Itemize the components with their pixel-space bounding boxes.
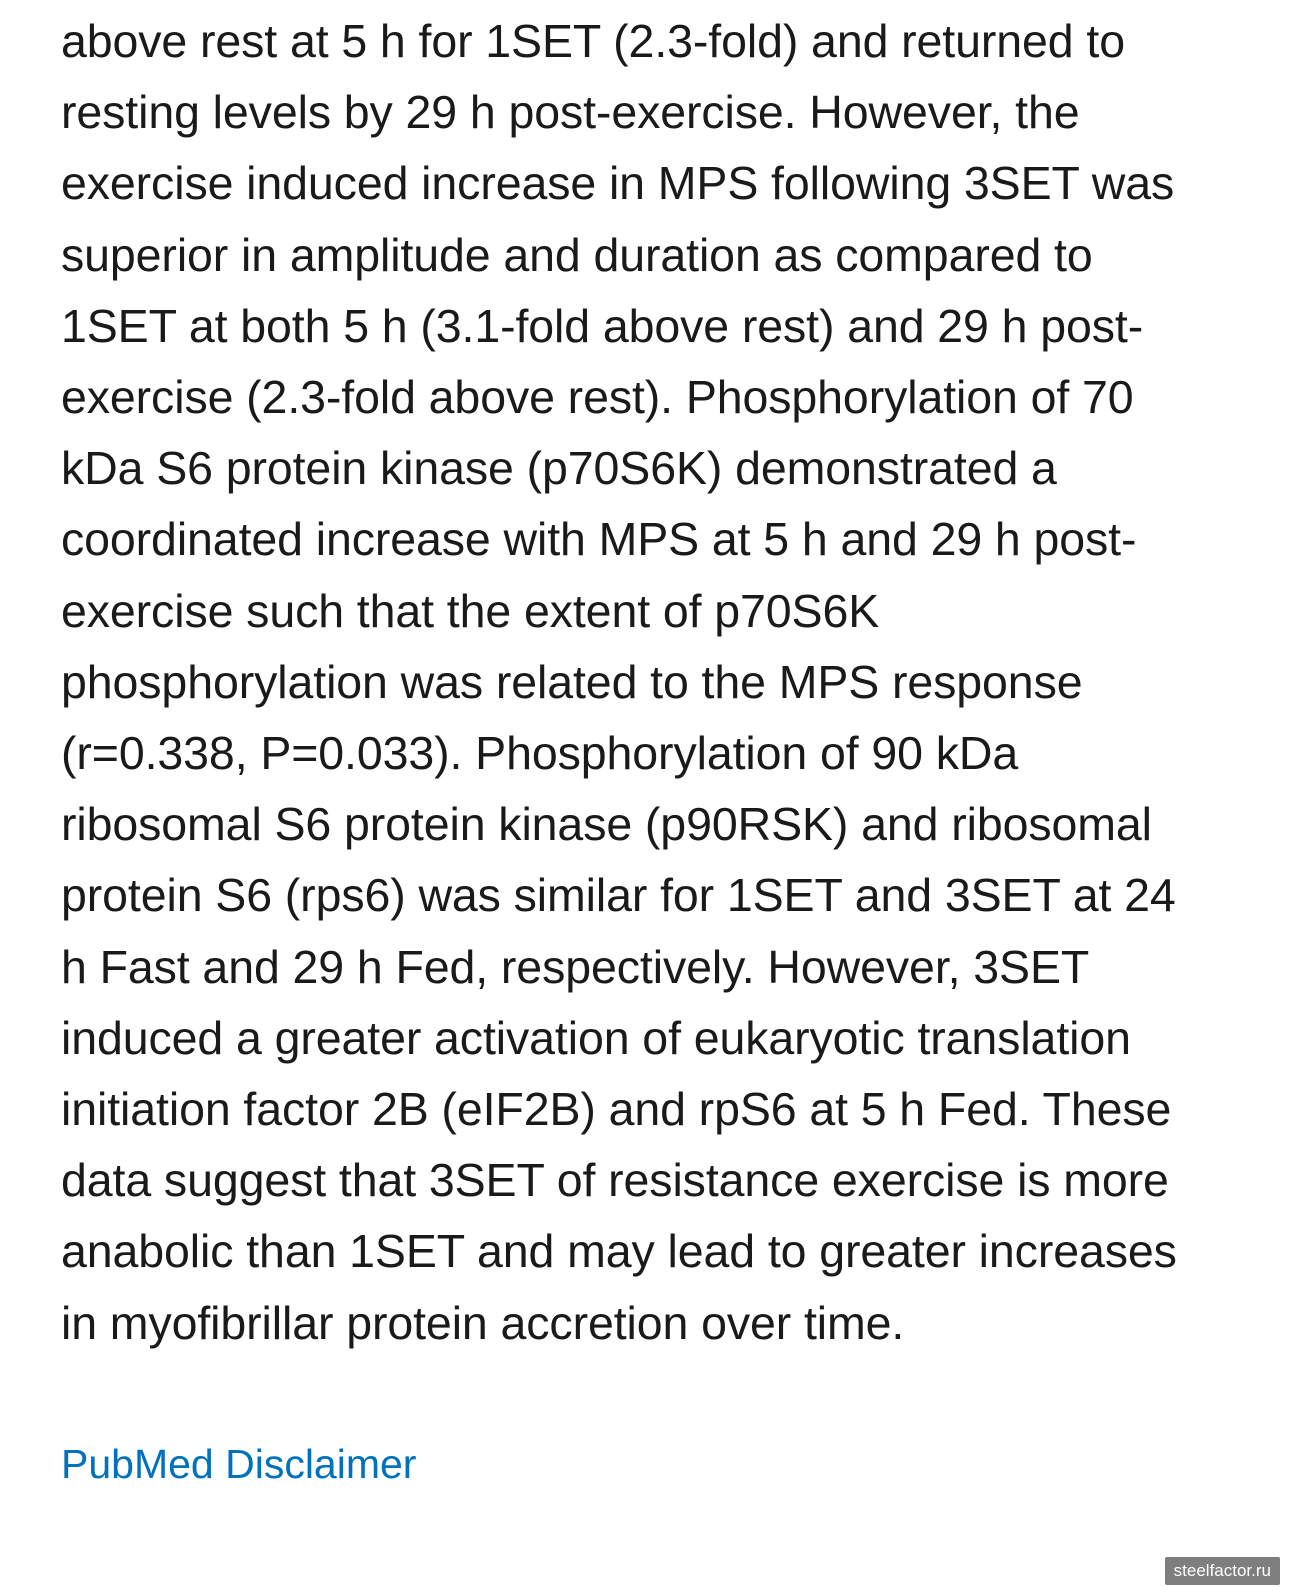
abstract-line: (r=0.338, P=0.033). Phosphorylation of 90 kDa [61,727,1019,780]
pubmed-disclaimer-link[interactable]: PubMed Disclaimer [61,1441,417,1487]
abstract-line: anabolic than 1SET and may lead to greater increases [61,1225,1177,1278]
abstract-line: coordinated increase with MPS at 5 h and 29 h post- [61,513,1137,566]
abstract-line: exercise (2.3-fold above rest). Phosphorylation of 70 [61,371,1134,424]
abstract-line: initiation factor 2B (eIF2B) and rpS6 at 5 h Fed. These [61,1083,1172,1136]
abstract-line: data suggest that 3SET of resistance exercise is more [61,1154,1169,1207]
abstract-line: resting levels by 29 h post-exercise. However, the [61,86,1080,139]
abstract-line: phosphorylation was related to the MPS response [61,655,1083,708]
abstract-line: kDa S6 protein kinase (p70S6K) demonstrated a [61,442,1057,495]
abstract-line: protein S6 (rps6) was similar for 1SET and 3SET at 24 [61,869,1176,922]
abstract-line: exercise such that the extent of p70S6K [61,584,880,637]
abstract-line: induced a greater activation of eukaryotic translation [61,1011,1131,1064]
abstract-line: ribosomal S6 protein kinase (p90RSK) and ribosomal [61,798,1152,851]
abstract-text [61,6,1241,1359]
abstract-line: above rest at 5 h for 1SET (2.3-fold) and returned to [61,15,1125,67]
abstract-line: superior in amplitude and duration as compared to [61,228,1093,281]
abstract-line: in myofibrillar protein accretion over time. [61,1296,905,1349]
abstract-line: h Fast and 29 h Fed, respectively. However, 3SET [61,940,1090,993]
abstract-line: exercise induced increase in MPS following 3SET was [61,157,1175,210]
watermark: steelfactor.ru [1165,1557,1280,1585]
abstract-line: 1SET at both 5 h (3.1-fold above rest) and 29 h post- [61,299,1144,352]
